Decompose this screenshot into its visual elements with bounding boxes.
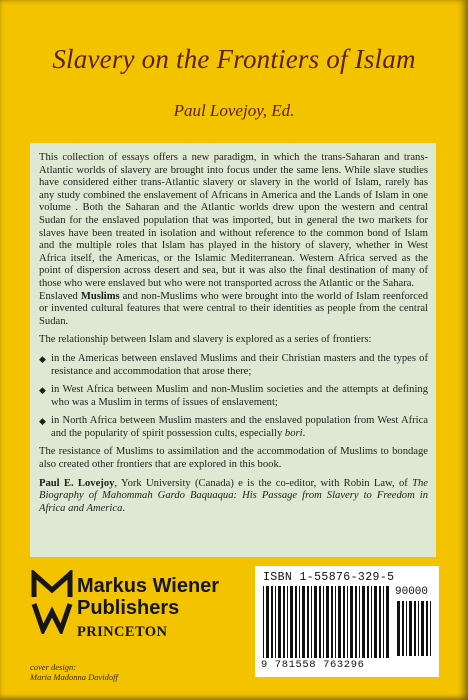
description-paragraph-2	[39, 291, 428, 329]
isbn-label: ISBN 1-55876-329-5	[263, 571, 395, 584]
frontier-bullet-north-africa	[39, 415, 428, 440]
publisher-name	[77, 575, 219, 643]
barcode-icon	[263, 586, 391, 658]
bullet3-end: .	[302, 427, 306, 439]
description-paragraph-1: This collection of essays offers a new paradigm, in which the trans-Saharan and trans-Atlantic worlds of slavery are brought into focus under the same lens. While slave studies have considered either trans-Atlantic slavery or slavery in the world of Islam, rarely has any study combined the enslavement of Africans in America and the Lands of Islam in one volume . Both the Saharan and the Atlantic worlds drew upon the western and central Sudan for the enslaved population that was imported, but in general the two markets for slaves have been treated in isolation and without reference to the common bond of Islam and the multiple roles that Islam has played in the history of slavery, whether in West Africa itself, the Americas, or the Islamic Mediterranean. Western Africa served as the point of dispersion across desert and sea, but it was also the final destination of many of those who were enslaved but who were not transported across the Atlantic or the Sahara.	[39, 152, 428, 289]
book-editor: Paul Lovejoy, Ed.	[173, 101, 295, 120]
bullet3-italic-word: bori	[284, 427, 303, 439]
bio-name: Paul E. Lovejoy	[39, 477, 115, 489]
publisher-line-1: Markus Wiener	[77, 575, 220, 597]
description-panel	[30, 143, 436, 557]
bio-book-title: The Biography of Mahommah Gardo Baquaqua: His Passage from Slavery to Freedom in Africa and America	[39, 477, 428, 514]
para2-prefix: Enslaved	[39, 290, 81, 302]
editor-bio	[39, 478, 428, 516]
bio-end: .	[122, 502, 126, 514]
bio-middle: , York University (Canada) e is the co-editor, with Robin Law, of	[114, 477, 413, 489]
credit-label: cover design:	[30, 662, 77, 672]
diamond-bullet-icon: ◆	[39, 416, 46, 427]
bullet-text	[51, 415, 428, 440]
bullet-text: in the Americas between enslaved Muslims and their Christian masters and the types of resistance and accommodation that arose there;	[51, 352, 428, 377]
frontier-bullet-west-africa	[39, 384, 428, 409]
para2-rest: and non-Muslims who were brought into the world of Islam reenforced or invented cultural features that were central to their identities as people from the central Sudan.	[39, 290, 428, 327]
frontiers-intro: The relationship between Islam and slavery is explored as a series of frontiers:	[39, 334, 372, 346]
frontier-bullet-americas	[39, 353, 428, 378]
ean-number: 9 781558 763296	[261, 659, 365, 671]
price-code: 90000	[395, 586, 429, 598]
publisher-city: PRINCETON	[77, 624, 168, 640]
bullet3-text: in North Africa between Muslim masters and the enslaved population from West Africa and the popularity of spirit possession cults, especially	[51, 415, 428, 439]
diamond-bullet-icon: ◆	[39, 385, 46, 396]
diamond-bullet-icon: ◆	[39, 353, 46, 364]
para2-bold-word: Muslims	[80, 290, 120, 302]
book-title: Slavery on the Frontiers of Islam	[52, 44, 416, 74]
publisher-logo-icon	[31, 570, 73, 634]
publisher-line-2: Publishers	[77, 597, 180, 619]
price-barcode-icon	[397, 601, 433, 656]
cover-design-credit	[30, 662, 118, 682]
bullet-text: in West Africa between Muslim and non-Muslim societies and the attempts at defining who was a Muslim in terms of issues of enslavement;	[51, 384, 428, 408]
barcode-box	[255, 566, 439, 677]
resistance-paragraph: The resistance of Muslims to assimilation and the accommodation of Muslims to bondage also created other frontiers that are explored in this book.	[39, 446, 428, 471]
credit-designer: Maria Madonna Davidoff	[30, 672, 118, 682]
